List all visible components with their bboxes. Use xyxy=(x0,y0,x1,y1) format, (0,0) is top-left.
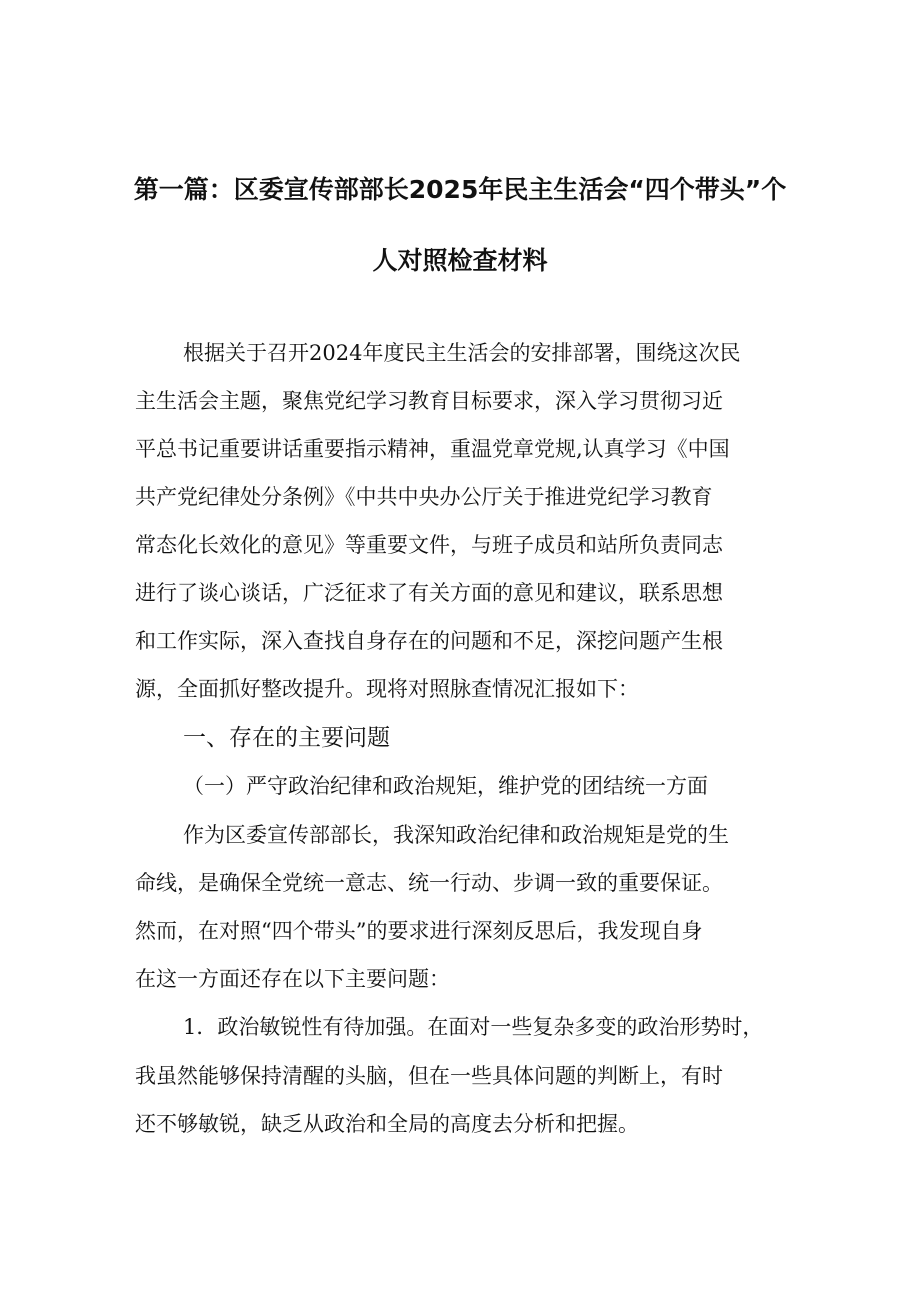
document-title-line-1: 第一篇：区委宣传部部长2025年民主生活会“四个带头”个 xyxy=(133,175,787,204)
list-item-line: 还不够敏锐，缺乏从政治和全局的高度去分析和把握。 xyxy=(135,1112,639,1136)
paragraph-line: 和工作实际，深入查找自身存在的问题和不足，深挖问题产生根 xyxy=(135,629,723,653)
paragraph-line: 常态化长效化的意见》等重要文件，与班子成员和站所负责同志 xyxy=(135,533,723,557)
list-item-line: 1．政治敏锐性有待加强。在面对一些复杂多变的政治形势时， xyxy=(183,1015,764,1039)
paragraph-line: 命线，是确保全党统一意志、统一行动、步调一致的重要保证。 xyxy=(135,871,723,895)
paragraph-line: 然而，在对照“四个带头”的要求进行深刻反思后，我发现自身 xyxy=(135,919,703,943)
paragraph-line: 进行了谈心谈话，广泛征求了有关方面的意见和建议，联系思想 xyxy=(135,581,723,605)
paragraph-line: 主生活会主题，聚焦党纪学习教育目标要求，深入学习贯彻习近 xyxy=(135,389,723,413)
section-heading: 一、存在的主要问题 xyxy=(183,725,390,751)
paragraph-line: 共产党纪律处分条例》《中共中央办公厅关于推进党纪学习教育 xyxy=(135,485,713,509)
paragraph-line: 根据关于召开2024年度民主生活会的安排部署，围绕这次民 xyxy=(183,341,741,365)
paragraph-line: 作为区委宣传部部长，我深知政治纪律和政治规矩是党的生 xyxy=(183,823,729,847)
paragraph-line: 在这一方面还存在以下主要问题： xyxy=(135,967,450,991)
paragraph-line: 源，全面抓好整改提升。现将对照脉查情况汇报如下： xyxy=(135,677,639,701)
paragraph-line: 平总书记重要讲话重要指示精神，重温党章党规,认真学习《中国 xyxy=(135,437,730,461)
document-title-line-2: 人对照检查材料 xyxy=(372,246,548,275)
subsection-heading: （一）严守政治纪律和政治规矩，维护党的团结统一方面 xyxy=(183,774,708,798)
list-item-line: 我虽然能够保持清醒的头脑，但在一些具体问题的判断上，有时 xyxy=(135,1064,723,1088)
